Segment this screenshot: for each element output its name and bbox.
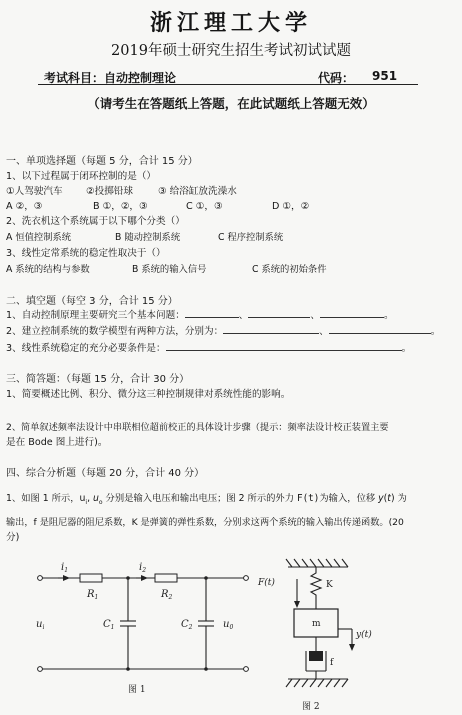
s1-q3-choice-a: A 系统的结构与参数: [6, 264, 90, 275]
s2-q3: [6, 340, 411, 354]
s3-q2-line2: 是在 Bode 图上进行)。: [6, 437, 108, 448]
fig1-label-uo: $u_0$: [223, 619, 234, 631]
s1-q1-option-3: ③ 给浴缸放洗澡水: [158, 186, 237, 197]
s1-q3-choice-c: C 系统的初始条件: [252, 264, 327, 275]
s2-q1: [6, 307, 394, 321]
s1-q1-choice-c: C ①，③: [186, 201, 223, 212]
s2-q1-sep-2: 、: [310, 310, 320, 321]
fig2-label-k: K: [326, 580, 333, 590]
s1-q1-stem: 1、以下过程属于闭环控制的是（）: [6, 171, 157, 182]
fig1-label-c1: $C_1$: [103, 619, 115, 631]
section2-heading: 二、填空题（每空 3 分，合计 15 分）: [6, 296, 178, 307]
s4-q1-intro: 1、如图 1 所示，u: [6, 493, 86, 504]
s1-q2-choice-c: C 程序控制系统: [218, 232, 284, 243]
answer-notice: （请考生在答题纸上答题，在此试题纸上答题无效）: [87, 96, 375, 111]
s1-q2-stem: 2、洗衣机这个系统属于以下哪个分类（）: [6, 216, 185, 227]
s2-q1-blank-3: [320, 308, 384, 318]
header-rule: [38, 84, 418, 85]
fig2-caption: 图 2: [302, 702, 320, 712]
s1-q2-choice-b: B 随动控制系统: [115, 232, 181, 243]
fig2-label-f: f: [330, 658, 334, 668]
code-value: 951: [372, 69, 398, 83]
s2-q1-text: 1、自动控制原理主要研究三个基本问题：: [6, 310, 185, 321]
s2-q3-blank: [166, 341, 402, 351]
fig1-label-i1: $i_1$: [61, 562, 69, 574]
fig1-label-ui: $u_i$: [36, 619, 45, 631]
s2-q3-end: 。: [401, 343, 412, 354]
s2-q2-blank-2: [329, 324, 431, 334]
s2-q1-blank-2: [248, 308, 310, 318]
fig2-label-m: m: [312, 619, 321, 629]
s2-q3-text: 3、线性系统稳定的充分必要条件是：: [6, 343, 166, 354]
s4-q1-line3: 分): [6, 532, 20, 543]
code-label: 代码：: [318, 71, 355, 85]
s1-q1-option-2: ②投掷铅球: [86, 186, 133, 197]
s2-q2: [6, 323, 440, 337]
s2-q1-end: 。: [383, 310, 394, 321]
fig1-label-r2: $R_2$: [161, 589, 173, 601]
figure1-circuit: [0, 555, 260, 715]
s4-q1-line2: 输出，f 是阻尼器的阻尼系数，K 是弹簧的弹性系数，分别求这两个系统的输入输出传递函数。(20: [6, 517, 404, 528]
figure2-mechanical: [250, 555, 462, 715]
fig1-caption: 图 1: [128, 685, 146, 695]
s2-q2-blank-1: [223, 324, 319, 334]
fig1-label-i2: $i_2$: [139, 562, 147, 574]
s3-q2-line1: 2、简单叙述频率法设计中串联相位超前校正的具体设计步骤（提示：频率法设计校正装置主要: [6, 422, 389, 433]
s1-q1-option-1: ①人驾驶汽车: [6, 186, 63, 197]
section1-heading: 一、单项选择题（每题 5 分，合计 15 分）: [6, 156, 198, 167]
fig2-label-y: y(t): [356, 630, 372, 640]
s2-q1-sep-1: 、: [238, 310, 249, 321]
exam-title: 2019年硕士研究生招生考试初试试题: [111, 43, 351, 59]
damper-piston: [309, 651, 323, 661]
fig1-label-r1: $R_1$: [87, 589, 99, 601]
subject-label: 考试科目：自动控制理论: [44, 71, 177, 85]
university-name: 浙江理工大学: [149, 10, 312, 36]
s3-q1: 1、简要概述比例、积分、微分这三种控制规律对系统性能的影响。: [6, 389, 291, 400]
s1-q3-stem: 3、线性定常系统的稳定性取决于（）: [6, 248, 166, 259]
s1-q1-choice-b: B ①，②，③: [93, 201, 148, 212]
section4-heading: 四、综合分析题（每题 20 分，合计 40 分）: [6, 468, 205, 479]
fig1-label-c2: $C_2$: [181, 619, 193, 631]
s1-q2-choice-a: A 恒值控制系统: [6, 232, 72, 243]
s2-q2-end: 。: [430, 326, 441, 337]
fig2-label-force: F(t): [258, 578, 275, 588]
s2-q2-sep: 、: [319, 326, 329, 337]
section3-heading: 三、简答题：（每题 15 分，合计 30 分）: [6, 374, 190, 385]
s4-q1-line1: 1、如图 1 所示，$u_i$, $u_o$ 分别是输入电压和输出电压；图 2 所示的外力 F(t)为输入，位移 y(t) 为: [6, 493, 407, 506]
s2-q2-text: 2、建立控制系统的数学模型有两种方法，分别为：: [6, 326, 224, 337]
s1-q3-choice-b: B 系统的输入信号: [132, 264, 207, 275]
s1-q1-choice-d: D ①，②: [272, 201, 310, 212]
s2-q1-blank-1: [185, 308, 239, 318]
s1-q1-choice-a: A ②，③: [6, 201, 43, 212]
